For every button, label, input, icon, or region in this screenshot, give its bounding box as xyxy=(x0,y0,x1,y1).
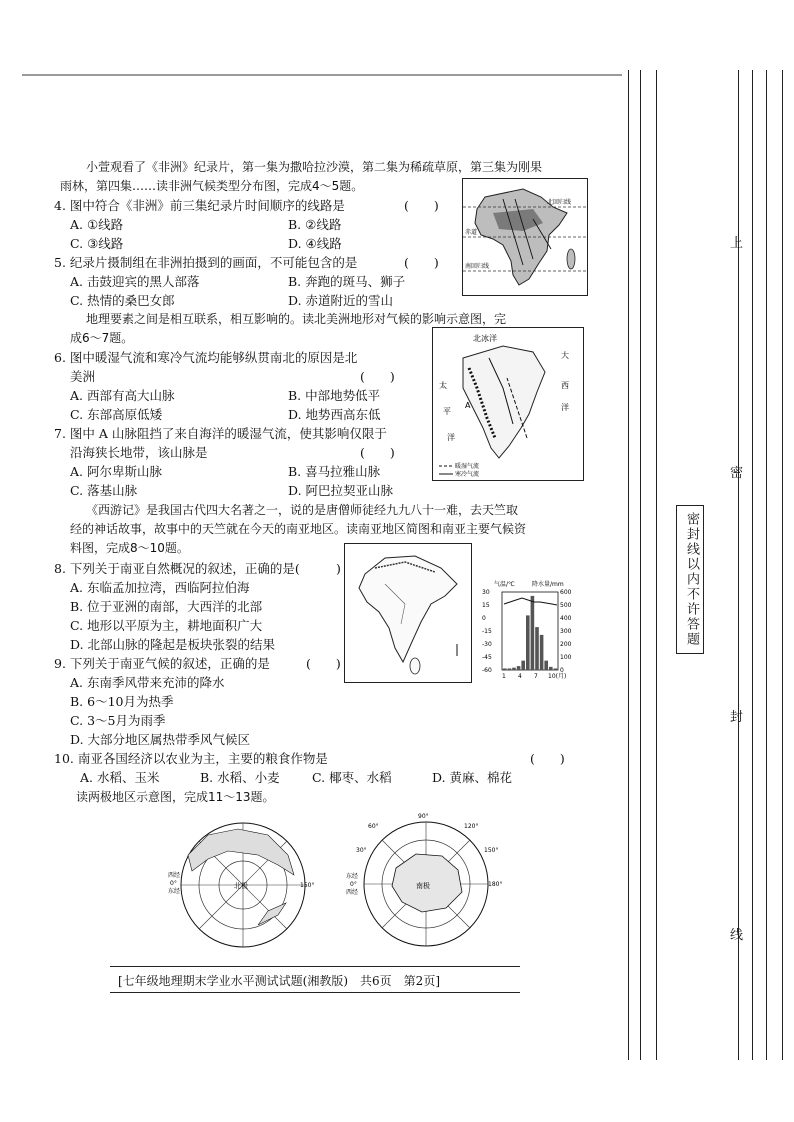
q7-stem-line2: 沿海狭长地带，该山脉是 xyxy=(70,445,208,460)
south-polar-map xyxy=(346,808,506,958)
na-label-pacific-2: 平 xyxy=(443,407,451,416)
climate-right-ticks xyxy=(560,589,572,674)
q9-option-d[interactable]: D. 大部分地区属热带季风气候区 xyxy=(70,732,251,747)
climate-right-tick-label: 400 xyxy=(560,615,572,622)
q10-option-d[interactable]: D. 黄麻、棉花 xyxy=(432,770,513,785)
q7-stem-line1: 7. 图中 A 山脉阻挡了来自海洋的暖湿气流，使其影响仅限于 xyxy=(54,426,387,441)
climate-x-tick-4: 4 xyxy=(518,673,522,680)
climate-left-tick-label: -15 xyxy=(482,628,492,635)
q6-option-d[interactable]: D. 地势西高东低 xyxy=(288,407,381,422)
climate-right-tick-label: 300 xyxy=(560,628,572,635)
climate-y-left-label: 气温/℃ xyxy=(494,581,515,588)
south-asia-map-svg xyxy=(345,544,471,682)
q10-answer-blank[interactable]: ( ) xyxy=(530,751,565,766)
sri-lanka xyxy=(410,658,420,674)
q6-option-c[interactable]: C. 东部高原低矮 xyxy=(70,407,163,422)
q4-option-d[interactable]: D. ④线路 xyxy=(288,236,342,251)
climate-precip-bar xyxy=(554,668,558,670)
q6-stem-line2: 美洲 xyxy=(70,369,96,384)
q10-option-c[interactable]: C. 椰枣、水稻 xyxy=(312,770,392,785)
binding-margin xyxy=(620,70,794,1070)
q4-answer-blank[interactable]: ( ) xyxy=(404,198,439,213)
na-label-atlantic-3: 洋 xyxy=(561,403,569,412)
intro-africa-line1: 小萱观看了《非洲》纪录片，第一集为撒哈拉沙漠，第二集为稀疏草原，第三集为刚果 xyxy=(86,160,543,174)
na-label-pacific-3: 洋 xyxy=(447,433,455,442)
q7-option-c[interactable]: C. 落基山脉 xyxy=(70,483,138,498)
climate-left-tick-label: -45 xyxy=(482,654,492,661)
q5-answer-blank[interactable]: ( ) xyxy=(404,255,439,270)
climate-precip-bar xyxy=(517,666,521,670)
africa-map-svg xyxy=(463,179,587,295)
legend-cold-label: 寒冷气流 xyxy=(455,471,480,478)
binding-label-feng: 封 xyxy=(730,710,744,725)
intro-na-line2: 成6～7题。 xyxy=(70,331,134,345)
q4-option-a[interactable]: A. ①线路 xyxy=(70,217,124,232)
south-polar-120-label: 120° xyxy=(464,823,479,830)
climate-left-tick-label: 0 xyxy=(482,615,486,622)
intro-na-line1: 地理要素之间是相互联系，相互影响的。读北美洲地形对气候的影响示意图，完 xyxy=(86,312,507,326)
page-footer: [七年级地理期末学业水平测试试题(湘教版) 共6页 第2页] xyxy=(118,974,440,988)
africa-climate-map xyxy=(462,178,588,296)
q8-stem: 8. 下列关于南亚自然概况的叙述，正确的是( xyxy=(54,561,300,576)
q8-option-a[interactable]: A. 东临孟加拉湾，西临阿拉伯海 xyxy=(70,580,250,595)
q4-option-c[interactable]: C. ③线路 xyxy=(70,236,124,251)
climate-precip-bar xyxy=(531,596,535,670)
south-polar-west-label: 西经 xyxy=(346,889,359,896)
intro-sa-line3: 料图，完成8～10题。 xyxy=(70,541,189,555)
q6-option-a[interactable]: A. 西部有高大山脉 xyxy=(70,388,175,403)
north-polar-east-label: 东经 xyxy=(168,888,181,895)
climate-chart-svg xyxy=(480,578,580,682)
q5-option-d[interactable]: D. 赤道附近的雪山 xyxy=(288,293,394,308)
binding-line-1 xyxy=(628,70,629,1060)
binding-label-mi: 密 xyxy=(730,466,744,481)
north-america-map xyxy=(432,327,584,481)
south-pole-label: 南极 xyxy=(416,882,430,890)
climate-x-tick-1: 1 xyxy=(502,673,506,680)
north-pole-label: 北极 xyxy=(234,882,248,890)
climate-x-tick-7: 7 xyxy=(534,673,538,680)
south-polar-90-label: 90° xyxy=(418,813,429,820)
africa-label-equator: 赤道 xyxy=(465,229,478,236)
q9-stem: 9. 下列关于南亚气候的叙述，正确的是 xyxy=(54,656,270,671)
south-polar-60-label: 60° xyxy=(368,823,379,830)
intro-polar: 读两极地区示意图，完成11～13题。 xyxy=(76,790,275,804)
na-label-atlantic-2: 西 xyxy=(561,381,569,390)
q8-option-b[interactable]: B. 位于亚洲的南部，大西洋的北部 xyxy=(70,599,263,614)
intro-africa-line2: 雨林，第四集……读非洲气候类型分布图，完成4～5题。 xyxy=(60,179,364,193)
climate-precip-bar xyxy=(535,627,539,670)
intro-sa-line1: 《西游记》是我国古代四大名著之一，说的是唐僧师徒经九九八十一难，去天竺取 xyxy=(86,503,519,517)
binding-line-2 xyxy=(640,70,641,1060)
climate-x-tick-10: 10(月) xyxy=(548,673,567,680)
q6-option-b[interactable]: B. 中部地势低平 xyxy=(288,388,381,403)
na-label-a: A xyxy=(465,401,471,410)
q6-stem-line1: 6. 图中暖湿气流和寒冷气流均能够纵贯南北的原因是北 xyxy=(54,350,358,365)
climate-left-tick-label: -60 xyxy=(482,667,492,674)
q6-answer-blank[interactable]: ( ) xyxy=(360,369,395,384)
q10-stem: 10. 南亚各国经济以农业为主，主要的粮食作物是 xyxy=(54,751,328,766)
binding-line-4 xyxy=(738,70,739,1060)
q8-option-c[interactable]: C. 地形以平原为主，耕地面积广大 xyxy=(70,618,263,633)
climate-right-tick-label: 500 xyxy=(560,602,572,609)
climate-precip-bar xyxy=(503,668,507,670)
q10-option-a[interactable]: A. 水稻、玉米 xyxy=(80,770,160,785)
north-polar-0-label: 0° xyxy=(170,880,177,887)
indian-subcontinent xyxy=(359,556,457,662)
q5-option-c[interactable]: C. 热情的桑巴女郎 xyxy=(70,293,175,308)
climate-left-tick-label: -30 xyxy=(482,641,492,648)
south-polar-0-label: 0° xyxy=(350,881,357,888)
q7-option-a[interactable]: A. 阿尔卑斯山脉 xyxy=(70,464,162,479)
q5-stem: 5. 纪录片摄制组在非洲拍摄到的画面，不可能包含的是 xyxy=(54,255,358,270)
north-polar-map xyxy=(168,815,318,955)
q9-option-b[interactable]: B. 6～10月为热季 xyxy=(70,694,174,709)
north-polar-svg xyxy=(168,815,318,955)
climate-left-tick-label: 30 xyxy=(482,589,490,596)
q9-option-a[interactable]: A. 东南季风带来充沛的降水 xyxy=(70,675,225,690)
binding-line-6 xyxy=(766,70,767,1060)
climate-left-ticks xyxy=(482,589,492,674)
climate-left-tick-label: 15 xyxy=(482,602,490,609)
climate-right-tick-label: 200 xyxy=(560,641,572,648)
top-rule xyxy=(22,74,622,76)
q7-option-b[interactable]: B. 喜马拉雅山脉 xyxy=(288,464,381,479)
climate-precip-bar xyxy=(512,668,516,670)
climate-right-tick-label: 600 xyxy=(560,589,572,596)
legend-warm-label: 暖湿气流 xyxy=(455,463,480,470)
q7-option-d[interactable]: D. 阿巴拉契亚山脉 xyxy=(288,483,394,498)
africa-label-tropic-capricorn: 南回归线 xyxy=(465,263,490,270)
climate-precip-bar xyxy=(521,661,525,670)
q4-stem: 4. 图中符合《非洲》前三集纪录片时间顺序的线路是 xyxy=(54,198,345,213)
na-map-svg xyxy=(433,328,583,480)
q8-answer-blank[interactable]: ) xyxy=(336,561,341,576)
binding-label-shang: 上 xyxy=(730,236,744,251)
binding-line-7 xyxy=(782,70,783,1060)
north-polar-150-label: 150° xyxy=(300,882,315,889)
south-polar-180-label: 180° xyxy=(488,881,503,888)
south-polar-150-label: 150° xyxy=(484,847,499,854)
q9-option-c[interactable]: C. 3～5月为雨季 xyxy=(70,713,166,728)
q4-option-b[interactable]: B. ②线路 xyxy=(288,217,342,232)
binding-label-xian: 线 xyxy=(730,928,744,943)
intro-sa-line2: 经的神话故事，故事中的天竺就在今天的南亚地区。读南亚地区简图和南亚主要气候资 xyxy=(70,522,527,536)
north-polar-west-label: 西经 xyxy=(168,872,181,879)
africa-label-tropic-cancer: 北回归线 xyxy=(547,199,572,206)
na-label-arctic-ocean: 北冰洋 xyxy=(473,334,497,343)
climate-precip-bars xyxy=(503,596,557,670)
climate-chart xyxy=(480,578,580,682)
climate-precip-bar xyxy=(508,668,512,670)
climate-y-right-label: 降水量/mm xyxy=(532,581,564,588)
footer-rule-top xyxy=(110,966,520,967)
footer-rule-bottom xyxy=(110,992,520,993)
climate-precip-bar xyxy=(540,635,544,670)
climate-right-tick-label: 0 xyxy=(560,667,564,674)
climate-temp-curve xyxy=(504,598,557,605)
q5-option-b[interactable]: B. 奔跑的斑马、狮子 xyxy=(288,274,406,289)
north-america-landmass xyxy=(463,346,545,458)
q8-option-d[interactable]: D. 北部山脉的隆起是板块张裂的结果 xyxy=(70,637,276,652)
q5-option-a[interactable]: A. 击鼓迎宾的黑人部落 xyxy=(70,274,200,289)
no-answer-warning: 密封线以内不许答题 xyxy=(676,505,704,654)
climate-precip-bar xyxy=(549,667,553,670)
q9-answer-blank[interactable]: ( ) xyxy=(306,656,341,671)
climate-precip-bar xyxy=(544,661,548,670)
madagascar xyxy=(567,249,575,269)
binding-line-5 xyxy=(752,70,753,1060)
climate-precip-bar xyxy=(526,615,530,670)
south-polar-30-label: 30° xyxy=(356,847,367,854)
q7-answer-blank[interactable]: ( ) xyxy=(360,445,395,460)
south-polar-svg xyxy=(346,808,506,958)
na-label-pacific-1: 太 xyxy=(439,381,447,390)
q10-option-b[interactable]: B. 水稻、小麦 xyxy=(200,770,280,785)
south-asia-map xyxy=(344,543,472,683)
na-label-atlantic-1: 大 xyxy=(561,351,569,360)
binding-line-3 xyxy=(656,70,657,1060)
south-polar-east-label: 东经 xyxy=(346,873,359,880)
climate-right-tick-label: 100 xyxy=(560,654,572,661)
